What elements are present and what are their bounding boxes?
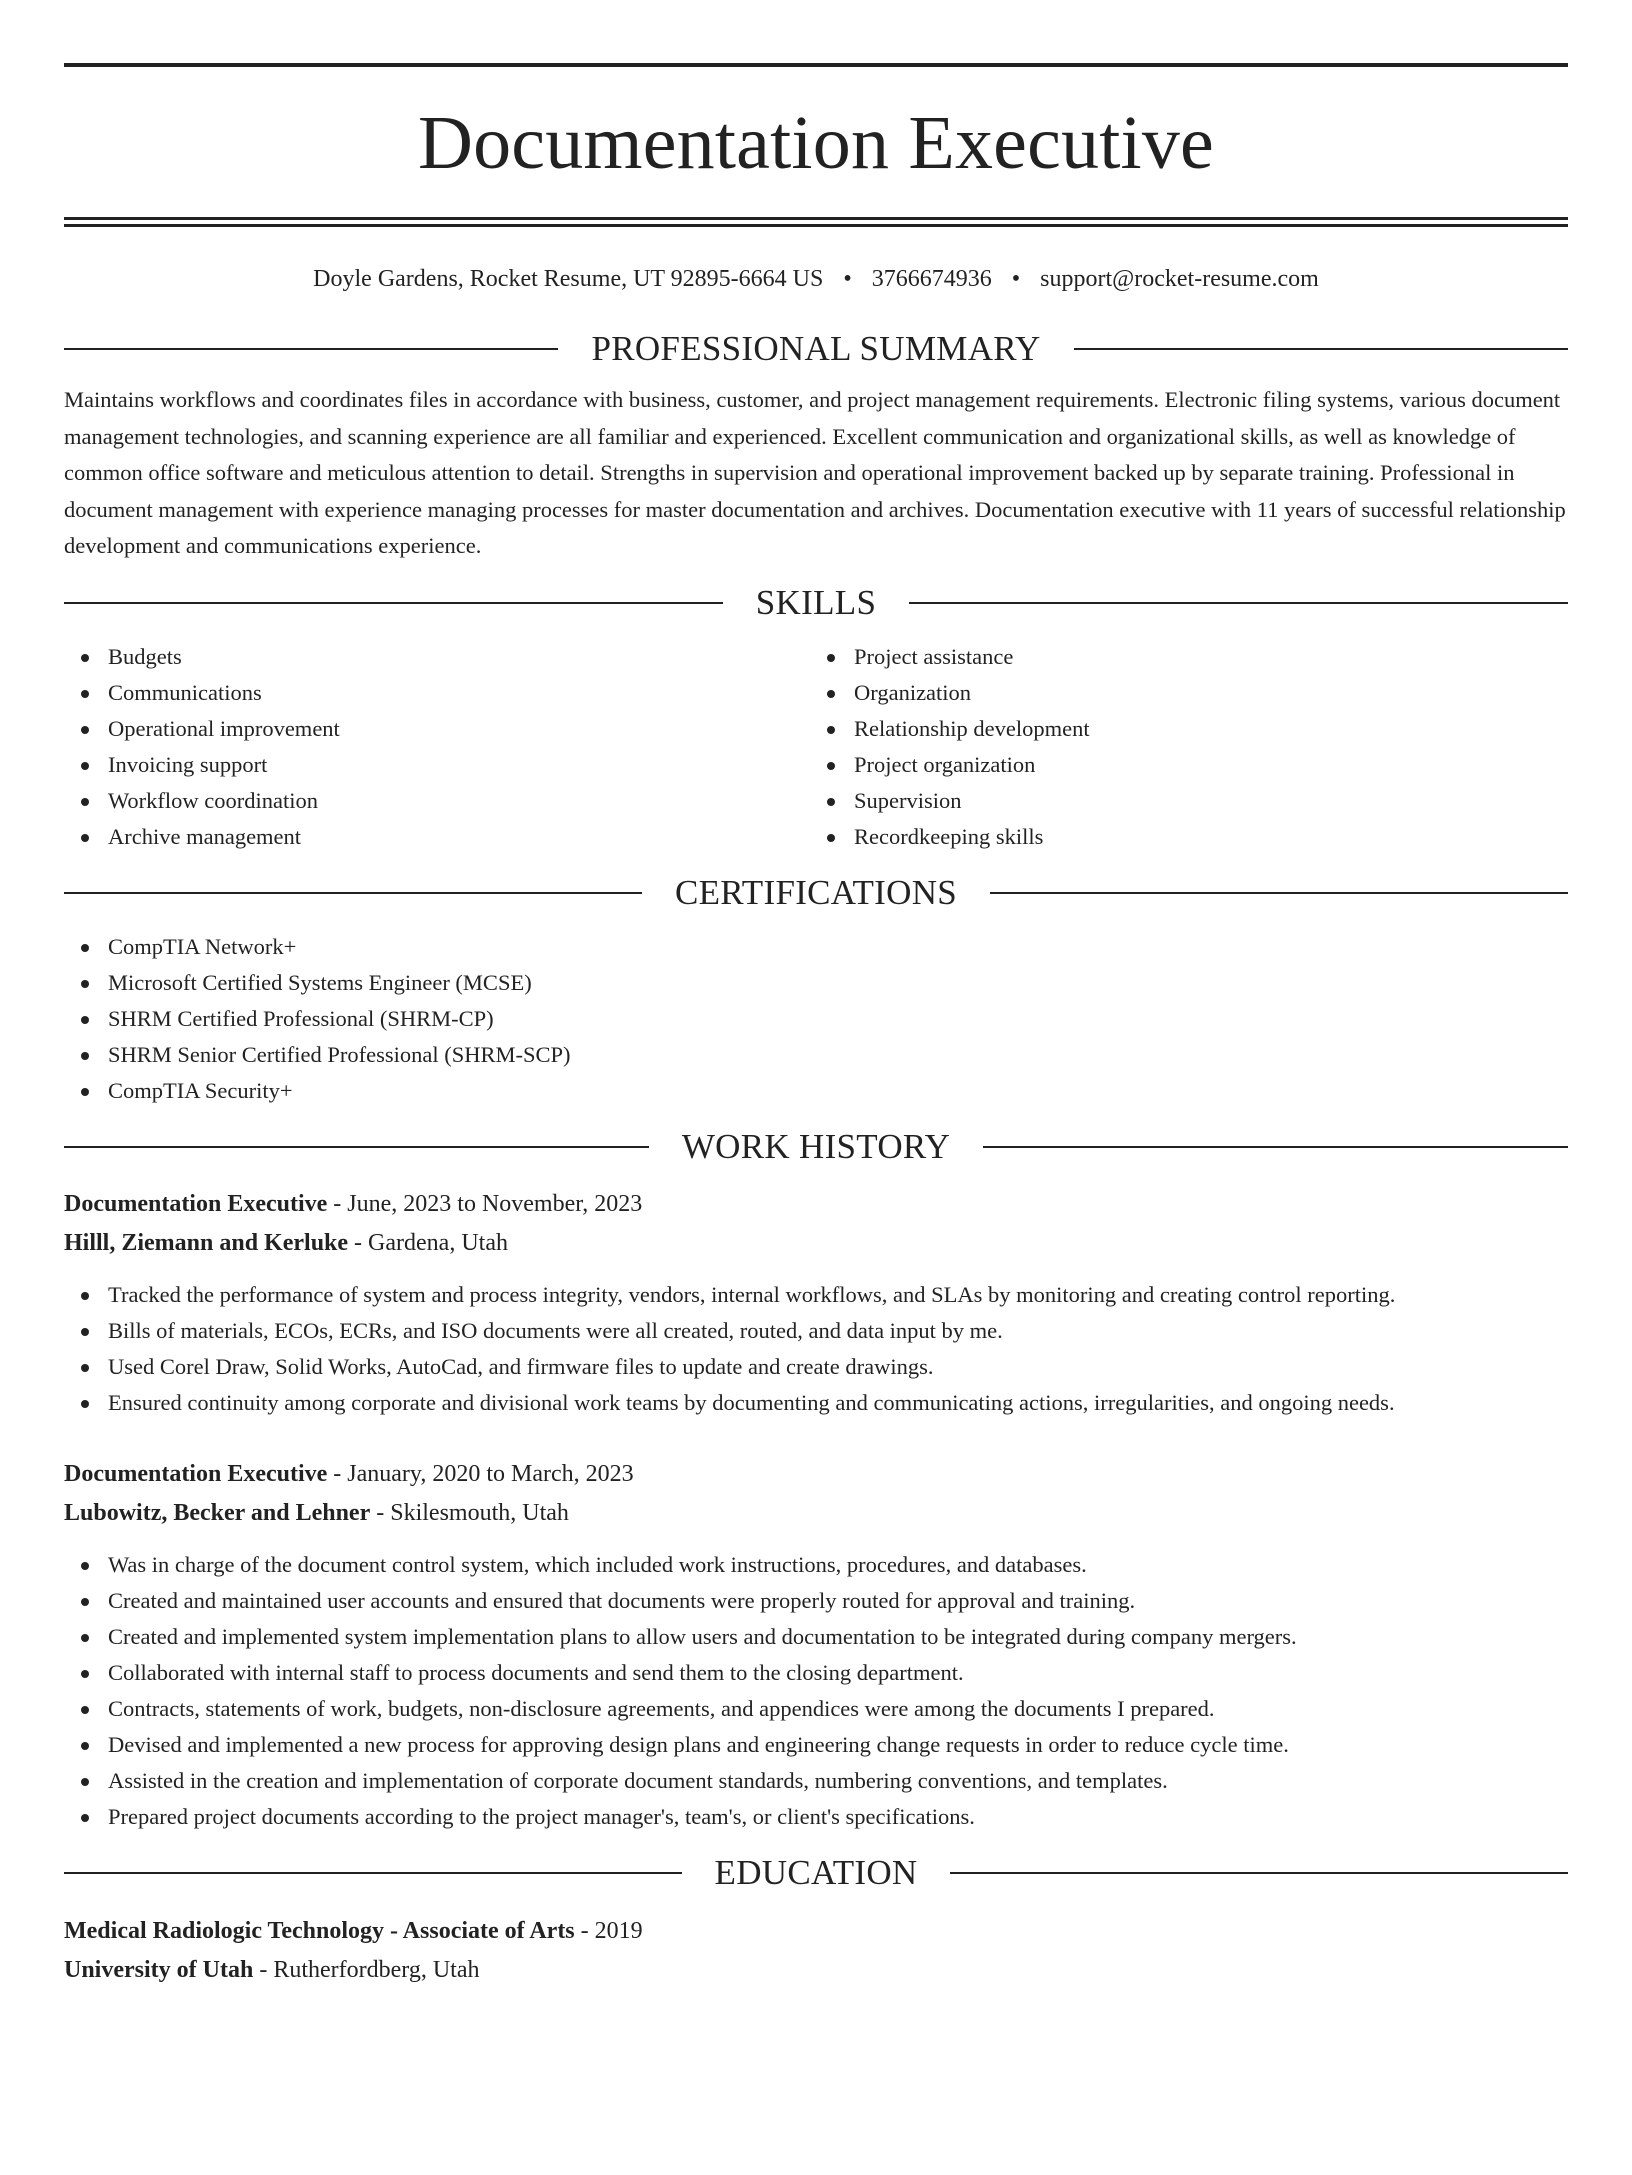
header-top-rule [64,63,1568,67]
section-rule-left [64,1146,649,1148]
resume-title: Documentation Executive [418,101,1214,185]
section-heading-certifications [64,873,1568,913]
job-duty-item: Created and maintained user accounts and ensured that documents were properly routed for approval and training. [64,1583,1568,1619]
skill-item: Recordkeeping skills [810,819,1568,855]
job-duties [64,1277,1568,1421]
skills-column-left [64,639,816,855]
section-title: PROFESSIONAL SUMMARY [591,329,1041,368]
section-title: SKILLS [755,582,877,622]
section-title: EDUCATION [714,1852,918,1892]
job-duties [64,1547,1568,1835]
job-company-line [64,1224,1568,1263]
job-title-line [64,1455,1568,1494]
job-duty-item: Collaborated with internal staff to process documents and send them to the closing department. [64,1655,1568,1691]
contact-separator: • [843,266,852,292]
certification-item: CompTIA Network+ [64,929,1568,965]
job-title: Documentation Executive [64,1190,328,1217]
contact-line [64,264,1568,294]
skill-item: Archive management [64,819,816,855]
section-rule-right [950,1872,1568,1874]
job-entry [64,1185,1568,1421]
contact-email: support@rocket-resume.com [1040,266,1319,292]
job-location: - Gardena, Utah [348,1229,508,1256]
job-company: Hilll, Ziemann and Kerluke [64,1229,349,1256]
job-duty-item: Created and implemented system implementation plans to allow users and documentation to be integrated during company mergers. [64,1619,1568,1655]
section-title: WORK HISTORY [681,1126,951,1166]
job-duty-item: Assisted in the creation and implementation of corporate document standards, numbering conventions, and templates. [64,1763,1568,1799]
education-school: University of Utah [64,1956,254,1983]
section-rule-left [64,892,642,894]
skill-item: Budgets [64,639,816,675]
section-heading-education [64,1853,1568,1893]
education-year: - 2019 [574,1917,643,1944]
skill-item: Project assistance [810,639,1568,675]
contact-phone: 3766674936 [871,266,992,292]
section-rule-right [990,892,1568,894]
contact-address: Doyle Gardens, Rocket Resume, UT 92895-6664 US [313,266,824,292]
skill-item: Relationship development [810,711,1568,747]
education-entry [64,1912,1568,1990]
skill-item: Operational improvement [64,711,816,747]
skill-item: Communications [64,675,816,711]
job-title: Documentation Executive [64,1460,328,1487]
job-dates: - January, 2020 to March, 2023 [327,1460,634,1487]
section-rule-left [64,1872,682,1874]
section-rule-right [909,602,1568,604]
education-school-line [64,1951,1568,1990]
section-rule-left [64,602,723,604]
job-duty-item: Ensured continuity among corporate and divisional work teams by documenting and communicating actions, irregularities, and ongoing needs. [64,1385,1568,1421]
skills-column-right [816,639,1568,855]
certifications-list [64,929,1568,1109]
certification-item: SHRM Senior Certified Professional (SHRM-SCP) [64,1037,1568,1073]
job-duty-item: Tracked the performance of system and process integrity, vendors, internal workflows, and SLAs by monitoring and creating control reporting. [64,1277,1568,1313]
certification-item: SHRM Certified Professional (SHRM-CP) [64,1001,1568,1037]
job-duty-item: Contracts, statements of work, budgets, non-disclosure agreements, and appendices were among the documents I prepared. [64,1691,1568,1727]
header-double-rule [64,217,1568,227]
certification-item: Microsoft Certified Systems Engineer (MCSE) [64,965,1568,1001]
job-title-line [64,1185,1568,1224]
job-company-line [64,1494,1568,1533]
skills-list [64,639,1568,855]
education-degree-line [64,1912,1568,1951]
section-title: CERTIFICATIONS [674,872,958,912]
skill-item: Organization [810,675,1568,711]
resume-page [0,63,1632,2175]
skill-item: Invoicing support [64,747,816,783]
certification-item: CompTIA Security+ [64,1073,1568,1109]
job-duty-item: Bills of materials, ECOs, ECRs, and ISO documents were all created, routed, and data input by me. [64,1313,1568,1349]
section-heading-skills [64,583,1568,623]
summary-paragraph: Maintains workflows and coordinates files in accordance with business, customer, and project management requirements. Electronic filing systems, various document management technologies, and scanning experience are all familiar and experienced. Excellent communication and organizational skills, as well as knowledge of common office software and meticulous attention to detail. Strengths in supervision and operational improvement backed up by separate training. Professional in document management with experience managing processes for master documentation and archives. Documentation executive with 11 years of successful relationship development and communications experience. [64,387,1566,558]
section-rule-right [983,1146,1568,1148]
job-duty-item: Prepared project documents according to the project manager's, team's, or client's specifications. [64,1799,1568,1835]
job-entry [64,1455,1568,1835]
section-rule-left [64,348,558,350]
section-heading-work-history [64,1127,1568,1167]
contact-separator: • [1011,266,1021,292]
job-dates: - June, 2023 to November, 2023 [327,1190,643,1217]
section-rule-right [1074,348,1568,350]
skill-item: Supervision [810,783,1568,819]
job-company: Lubowitz, Becker and Lehner [64,1499,371,1526]
skill-item: Project organization [810,747,1568,783]
skill-item: Workflow coordination [64,783,816,819]
job-location: - Skilesmouth, Utah [370,1499,569,1526]
education-degree: Medical Radiologic Technology - Associate of Arts [64,1917,575,1944]
job-duty-item: Used Corel Draw, Solid Works, AutoCad, and firmware files to update and create drawings. [64,1349,1568,1385]
job-duty-item: Devised and implemented a new process for approving design plans and engineering change requests in order to reduce cycle time. [64,1727,1568,1763]
education-location: - Rutherfordberg, Utah [253,1956,480,1983]
section-heading-summary [64,329,1568,369]
job-duty-item: Was in charge of the document control system, which included work instructions, procedures, and databases. [64,1547,1568,1583]
